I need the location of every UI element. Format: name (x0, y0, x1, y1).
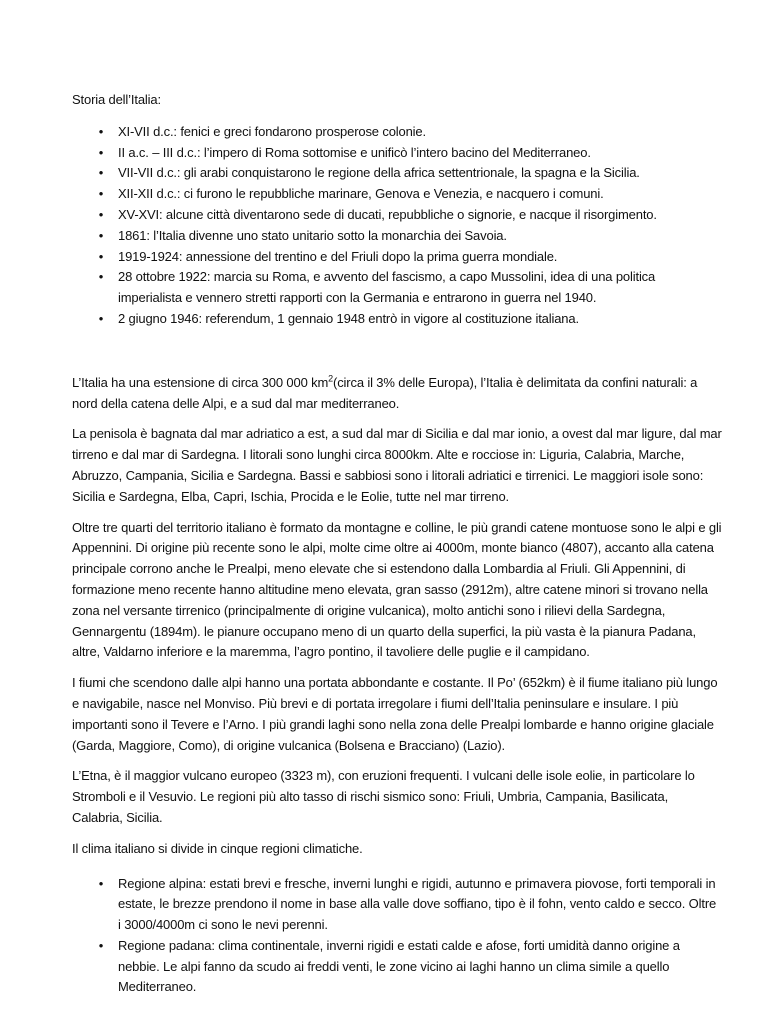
list-item (72, 122, 722, 143)
paragraph-seas: La penisola è bagnata dal mar adriatico a est, a sud dal mar di Sicilia e dal mar ionio, a ovest dal mar ligure, dal mar tirreno e dal mar di Sardegna. I litorali sono lunghi circa 8000km. Alte e rocciose in: Liguria, Calabria, Marche, Abruzzo, Campania, Sicilia e Sardegna. Bassi e sabbiosi sono i litorali adriatici e tirrenici. Le maggiori isole sono: Sicilia e Sardegna, Elba, Capri, Ischia, Procida e le Eolie, tutte nel mar tirreno. (72, 426, 722, 504)
bullet-icon: • (98, 165, 104, 181)
bullet-icon: • (98, 206, 104, 222)
list-item-text: Regione padana: clima continentale, inverni rigidi e estati calde e afose, forti umidità danno origine a nebbie. Le alpi fanno da scudo ai freddi venti, le zone vicino ai laghi hanno un clima simile a quello Mediterraneo. (118, 937, 680, 995)
bullet-icon: • (98, 248, 104, 264)
bullet-icon: • (98, 227, 104, 243)
list-item (72, 247, 722, 268)
bullet-icon: • (98, 875, 104, 891)
list-item-text: 1861: l’Italia divenne uno stato unitario sotto la monarchia dei Savoia. (118, 227, 507, 243)
section-spacer (72, 330, 722, 373)
list-item-text: II a.c. – III d.c.: l’impero di Roma sottomise e unificò l’intero bacino del Mediterraneo. (118, 144, 591, 160)
paragraph-volcanoes: L’Etna, è il maggior vulcano europeo (3323 m), con eruzioni frequenti. I vulcani delle isole eolie, in particolare lo Stromboli e il Vesuvio. Le regioni più alto tasso di rischi sismico sono: Friuli, Umbria, Campania, Basilicata, Calabria, Sicilia. (72, 768, 695, 825)
superscript-exponent: 2 (328, 373, 334, 384)
paragraph-climate-intro: Il clima italiano si divide in cinque regioni climatiche. (72, 840, 363, 856)
paragraph-area (72, 373, 722, 415)
list-item (72, 226, 722, 247)
list-item-text: 2 giugno 1946: referendum, 1 gennaio 1948 entrò in vigore al costituzione italiana. (118, 310, 579, 326)
list-item (72, 205, 722, 226)
list-item (72, 267, 722, 309)
page-title: Storia dell’Italia: (72, 92, 161, 107)
paragraph-mountains: Oltre tre quarti del territorio italiano è formato da montagne e colline, le più grandi catene montuose sono le alpi e gli Appennini. Di origine più recente sono le alpi, molte cime oltre ai 4000m, monte bianco (4807), accanto alla catena principale corrono anche le Prealpi, meno elevate che si estendono dalla Lombardia al Friuli. Gli Appennini, di formazione meno recente hanno altitudine meno elevata, gran sasso (2912m), altre catene minori si trovano nella zona nel versante tirrenico (principalmente di origine vulcanica), molto antichi sono i rilievi della Sardegna, Gennargentu (1894m). le pianure occupano meno di un quarto della superfici, la più vasta è la pianura Padana, altre, Valdarno inferiore e la maremma, l’agro pontino, il tavoliere delle puglie e il campidano. (72, 519, 722, 660)
list-item-text: 28 ottobre 1922: marcia su Roma, e avvento del fascismo, a capo Mussolini, idea di una politica imperialista e vennero stretti rapporti con la Germania e entrarono in guerra nel 1940. (118, 269, 656, 306)
bullet-icon: • (98, 144, 104, 160)
climate-list (72, 874, 722, 999)
list-item (72, 936, 722, 998)
list-item-text: VII-VII d.c.: gli arabi conquistarono le regione della africa settentrionale, la spagna e la Sicilia. (118, 165, 640, 181)
bullet-icon: • (98, 269, 104, 285)
list-item (72, 163, 722, 184)
bullet-icon: • (98, 937, 104, 953)
list-item-text: XV-XVI: alcune città diventarono sede di ducati, repubbliche o signorie, e nacque il risorgimento. (118, 206, 657, 222)
list-item (72, 184, 722, 205)
paragraph-area-text-start: L’Italia ha una estensione di circa 300 000 km (72, 374, 329, 390)
list-item-text: XI-VII d.c.: fenici e greci fondarono prosperose colonie. (118, 123, 426, 139)
list-item (72, 874, 722, 936)
list-item-text: XII-XII d.c.: ci furono le repubbliche marinare, Genova e Venezia, e nacquero i comuni. (118, 186, 604, 202)
list-item (72, 143, 722, 164)
bullet-icon: • (98, 123, 104, 139)
list-item-text: Regione alpina: estati brevi e fresche, inverni lunghi e rigidi, autunno e primavera piovose, forti temporali in estate, le brezze prendono il nome in base alla valle dove soffiano, tipo è il fohn, vento caldo e secco. Oltre i 3000/4000m ci sono le nevi perenni. (118, 875, 717, 933)
paragraph-area-text-end: (circa il 3% delle Europa), l’Italia è delimitata da confini naturali: a nord della catena delle Alpi, e a sud dal mar mediterraneo. (72, 374, 698, 411)
history-list (72, 122, 722, 330)
bullet-icon: • (98, 310, 104, 326)
list-item-text: 1919-1924: annessione del trentino e del Friuli dopo la prima guerra mondiale. (118, 248, 558, 264)
list-item (72, 309, 722, 330)
paragraph-rivers: I fiumi che scendono dalle alpi hanno una portata abbondante e costante. Il Po’ (652km) è il fiume italiano più lungo e navigabile, nasce nel Monviso. Più brevi e di portata irregolare i fiumi dell’Italia peninsulare e insulare. I più importanti sono il Tevere e l’Arno. I più grandi laghi sono nella zona delle Prealpi lombarde e hanno origine glaciale (Garda, Maggiore, Como), di origine vulcanica (Bolsena e Bracciano) (Lazio). (72, 675, 718, 753)
bullet-icon: • (98, 186, 104, 202)
document-content (72, 90, 722, 998)
